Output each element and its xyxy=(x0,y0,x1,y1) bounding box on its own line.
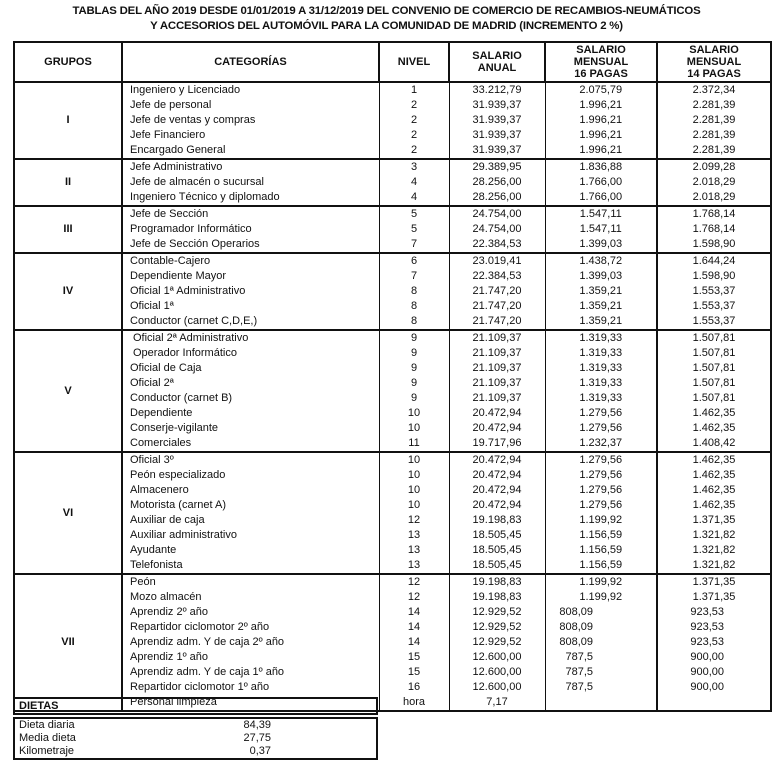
nivel-cell: 10 xyxy=(379,452,449,468)
salario-mensual-14-cell: 2.281,39 xyxy=(657,113,771,128)
salario-mensual-14-cell: 2.281,39 xyxy=(657,98,771,113)
salario-anual-cell: 31.939,37 xyxy=(449,98,545,113)
salario-anual-cell: 29.389,95 xyxy=(449,159,545,175)
table-row xyxy=(14,190,771,206)
nivel-cell: 9 xyxy=(379,376,449,391)
salario-mensual-14-cell: 2.099,28 xyxy=(657,159,771,175)
category-cell: Repartidor ciclomotor 1º año xyxy=(122,680,379,695)
nivel-cell: 5 xyxy=(379,206,449,222)
nivel-cell: 14 xyxy=(379,620,449,635)
salario-mensual-16-cell: 1.836,88 xyxy=(545,159,657,175)
table-row xyxy=(14,82,771,98)
category-cell: Mozo almacén xyxy=(122,590,379,605)
dietas-label: Media dieta xyxy=(19,732,76,744)
category-cell: Contable-Cajero xyxy=(122,253,379,269)
header-salario-anual-line1: SALARIO xyxy=(472,50,522,62)
nivel-cell: 12 xyxy=(379,513,449,528)
salario-mensual-14-cell: 1.321,82 xyxy=(657,558,771,574)
nivel-cell: 2 xyxy=(379,143,449,159)
table-row xyxy=(14,605,771,620)
table-row xyxy=(14,98,771,113)
salario-anual-cell: 22.384,53 xyxy=(449,237,545,253)
salario-mensual-14-cell: 1.507,81 xyxy=(657,330,771,346)
nivel-cell: 11 xyxy=(379,436,449,452)
table-row xyxy=(14,330,771,346)
category-cell: Conductor (carnet B) xyxy=(122,391,379,406)
nivel-cell: 9 xyxy=(379,391,449,406)
salario-mensual-14-cell: 1.371,35 xyxy=(657,574,771,590)
category-cell: Dependiente xyxy=(122,406,379,421)
salario-mensual-16-cell: 1.319,33 xyxy=(545,346,657,361)
document-title-line-1: TABLAS DEL AÑO 2019 DESDE 01/01/2019 A 31/12/2019 DEL CONVENIO DE COMERCIO DE RECAMBIOS-NEUMÁTICOS xyxy=(72,5,701,17)
salario-mensual-16-cell: 1.279,56 xyxy=(545,406,657,421)
salario-mensual-14-cell: 2.281,39 xyxy=(657,143,771,159)
salario-mensual-16-cell: 1.156,59 xyxy=(545,558,657,574)
category-cell: Ayudante xyxy=(122,543,379,558)
dietas-row xyxy=(15,745,376,758)
table-row xyxy=(14,222,771,237)
nivel-cell: 4 xyxy=(379,175,449,190)
nivel-cell: 12 xyxy=(379,590,449,605)
category-cell: Oficial 2ª Administrativo xyxy=(122,330,379,346)
salario-anual-cell: 20.472,94 xyxy=(449,421,545,436)
salario-anual-cell: 18.505,45 xyxy=(449,528,545,543)
salario-mensual-14-cell: 1.462,35 xyxy=(657,468,771,483)
category-cell: Jefe de ventas y compras xyxy=(122,113,379,128)
nivel-cell: 5 xyxy=(379,222,449,237)
salario-anual-cell: 20.472,94 xyxy=(449,406,545,421)
header-m16-line2: MENSUAL xyxy=(573,56,629,68)
salario-mensual-14-cell: 1.644,24 xyxy=(657,253,771,269)
category-cell: Aprendiz adm. Y de caja 2º año xyxy=(122,635,379,650)
salario-mensual-16-cell: 1.199,92 xyxy=(545,574,657,590)
header-m14-line2: MENSUAL xyxy=(686,56,742,68)
salario-mensual-14-cell: 1.553,37 xyxy=(657,299,771,314)
category-cell: Peón especializado xyxy=(122,468,379,483)
table-row xyxy=(14,143,771,159)
category-cell: Oficial 3º xyxy=(122,452,379,468)
salario-mensual-16-cell: 808,09 xyxy=(545,620,657,635)
salario-mensual-16-cell: 1.319,33 xyxy=(545,376,657,391)
salario-mensual-16-cell: 787,5 xyxy=(545,650,657,665)
salario-anual-cell: 21.747,20 xyxy=(449,284,545,299)
salario-anual-cell: 21.109,37 xyxy=(449,376,545,391)
nivel-cell: 8 xyxy=(379,299,449,314)
category-cell: Aprendiz 1º año xyxy=(122,650,379,665)
table-row xyxy=(14,574,771,590)
group-label: V xyxy=(14,330,122,452)
salario-anual-cell: 21.109,37 xyxy=(449,361,545,376)
nivel-cell: 10 xyxy=(379,421,449,436)
category-cell: Telefonista xyxy=(122,558,379,574)
salario-mensual-14-cell: 1.598,90 xyxy=(657,237,771,253)
table-row xyxy=(14,421,771,436)
salario-mensual-14-cell: 1.371,35 xyxy=(657,513,771,528)
category-cell: Ingeniero y Licenciado xyxy=(122,82,379,98)
header-m14-line1: SALARIO xyxy=(689,44,739,56)
salario-mensual-16-cell: 1.279,56 xyxy=(545,498,657,513)
salario-anual-cell: 7,17 xyxy=(449,695,545,711)
salario-mensual-16-cell: 1.156,59 xyxy=(545,543,657,558)
table-row xyxy=(14,406,771,421)
table-row xyxy=(14,680,771,695)
category-cell: Encargado General xyxy=(122,143,379,159)
category-cell: Peón xyxy=(122,574,379,590)
table-row xyxy=(14,113,771,128)
nivel-cell: 15 xyxy=(379,665,449,680)
header-grupos: GRUPOS xyxy=(14,42,122,82)
table-row xyxy=(14,620,771,635)
salario-anual-cell: 21.747,20 xyxy=(449,299,545,314)
salario-mensual-16-cell: 1.996,21 xyxy=(545,98,657,113)
category-cell: Jefe de Sección Operarios xyxy=(122,237,379,253)
dietas-title: DIETAS xyxy=(13,697,378,715)
category-cell: Personal limpieza xyxy=(122,695,379,711)
salario-anual-cell: 22.384,53 xyxy=(449,269,545,284)
header-salario-mensual-14 xyxy=(657,42,771,82)
salario-mensual-16-cell: 808,09 xyxy=(545,635,657,650)
nivel-cell: 9 xyxy=(379,346,449,361)
category-cell: Oficial de Caja xyxy=(122,361,379,376)
salario-mensual-14-cell: 1.462,35 xyxy=(657,498,771,513)
nivel-cell: 7 xyxy=(379,237,449,253)
salario-mensual-14-cell: 1.321,82 xyxy=(657,543,771,558)
salario-mensual-14-cell: 1.507,81 xyxy=(657,391,771,406)
salario-anual-cell: 24.754,00 xyxy=(449,206,545,222)
salario-mensual-14-cell: 1.462,35 xyxy=(657,421,771,436)
salario-mensual-16-cell: 787,5 xyxy=(545,665,657,680)
salario-anual-cell: 12.600,00 xyxy=(449,680,545,695)
nivel-cell: 13 xyxy=(379,543,449,558)
salario-anual-cell: 12.600,00 xyxy=(449,650,545,665)
group-label: I xyxy=(14,82,122,159)
table-row xyxy=(14,590,771,605)
salario-mensual-16-cell: 1.996,21 xyxy=(545,128,657,143)
salario-anual-cell: 21.747,20 xyxy=(449,314,545,330)
category-cell: Auxiliar de caja xyxy=(122,513,379,528)
salario-anual-cell: 20.472,94 xyxy=(449,452,545,468)
nivel-cell: 10 xyxy=(379,483,449,498)
nivel-cell: 2 xyxy=(379,128,449,143)
header-nivel: NIVEL xyxy=(379,42,449,82)
salario-mensual-16-cell: 1.766,00 xyxy=(545,190,657,206)
header-salario-anual-line2: ANUAL xyxy=(477,62,517,74)
table-row xyxy=(14,452,771,468)
dietas-row xyxy=(15,732,376,745)
nivel-cell: 7 xyxy=(379,269,449,284)
dietas-box xyxy=(13,697,378,760)
group-label: VI xyxy=(14,452,122,574)
table-row xyxy=(14,284,771,299)
nivel-cell: hora xyxy=(379,695,449,711)
salario-mensual-14-cell: 1.462,35 xyxy=(657,406,771,421)
salario-anual-cell: 21.109,37 xyxy=(449,391,545,406)
salario-anual-cell: 31.939,37 xyxy=(449,143,545,159)
salario-mensual-14-cell: 2.018,29 xyxy=(657,175,771,190)
salario-mensual-16-cell: 1.996,21 xyxy=(545,143,657,159)
nivel-cell: 4 xyxy=(379,190,449,206)
salario-mensual-16-cell: 1.359,21 xyxy=(545,284,657,299)
nivel-cell: 8 xyxy=(379,284,449,299)
salario-mensual-16-cell: 1.279,56 xyxy=(545,421,657,436)
salario-mensual-14-cell: 900,00 xyxy=(657,680,771,695)
table-row xyxy=(14,391,771,406)
nivel-cell: 1 xyxy=(379,82,449,98)
salario-mensual-14-cell: 2.018,29 xyxy=(657,190,771,206)
nivel-cell: 8 xyxy=(379,314,449,330)
table-row xyxy=(14,361,771,376)
salario-mensual-16-cell: 1.399,03 xyxy=(545,237,657,253)
salario-anual-cell: 21.109,37 xyxy=(449,330,545,346)
salario-anual-cell: 19.717,96 xyxy=(449,436,545,452)
salario-mensual-14-cell: 900,00 xyxy=(657,665,771,680)
salario-mensual-16-cell: 1.438,72 xyxy=(545,253,657,269)
nivel-cell: 13 xyxy=(379,528,449,543)
nivel-cell: 10 xyxy=(379,406,449,421)
category-cell: Programador Informático xyxy=(122,222,379,237)
category-cell: Aprendiz adm. Y de caja 1º año xyxy=(122,665,379,680)
table-row xyxy=(14,436,771,452)
nivel-cell: 14 xyxy=(379,605,449,620)
category-cell: Ingeniero Técnico y diplomado xyxy=(122,190,379,206)
salario-mensual-16-cell: 1.319,33 xyxy=(545,391,657,406)
salario-anual-cell: 23.019,41 xyxy=(449,253,545,269)
salario-mensual-14-cell: 1.598,90 xyxy=(657,269,771,284)
salario-anual-cell: 19.198,83 xyxy=(449,590,545,605)
salario-mensual-16-cell: 1.319,33 xyxy=(545,361,657,376)
category-cell: Conductor (carnet C,D,E,) xyxy=(122,314,379,330)
salario-mensual-16-cell: 2.075,79 xyxy=(545,82,657,98)
salario-anual-cell: 20.472,94 xyxy=(449,498,545,513)
dietas-label: Dieta diaria xyxy=(19,719,75,731)
salario-mensual-16-cell: 1.766,00 xyxy=(545,175,657,190)
group-label: IV xyxy=(14,253,122,330)
salario-mensual-14-cell: 2.372,34 xyxy=(657,82,771,98)
category-cell: Motorista (carnet A) xyxy=(122,498,379,513)
group-label: II xyxy=(14,159,122,206)
header-salario-mensual-16 xyxy=(545,42,657,82)
category-cell: Oficial 2ª xyxy=(122,376,379,391)
salario-anual-cell: 28.256,00 xyxy=(449,190,545,206)
document-title-line-2: Y ACCESORIOS DEL AUTOMÓVIL PARA LA COMUNIDAD DE MADRID (INCREMENTO 2 %) xyxy=(150,20,623,32)
category-cell: Comerciales xyxy=(122,436,379,452)
nivel-cell: 14 xyxy=(379,635,449,650)
table-row xyxy=(14,665,771,680)
salario-mensual-16-cell: 787,5 xyxy=(545,680,657,695)
salario-mensual-14-cell: 1.371,35 xyxy=(657,590,771,605)
category-cell: Dependiente Mayor xyxy=(122,269,379,284)
table-row xyxy=(14,346,771,361)
dietas-value: 0,37 xyxy=(249,745,271,757)
salario-mensual-16-cell: 1.279,56 xyxy=(545,452,657,468)
salario-mensual-16-cell: 1.232,37 xyxy=(545,436,657,452)
salario-mensual-16-cell: 1.199,92 xyxy=(545,513,657,528)
table-row xyxy=(14,483,771,498)
nivel-cell: 9 xyxy=(379,330,449,346)
salario-mensual-14-cell: 1.507,81 xyxy=(657,361,771,376)
nivel-cell: 12 xyxy=(379,574,449,590)
dietas-body xyxy=(13,717,378,760)
salario-anual-cell: 18.505,45 xyxy=(449,543,545,558)
nivel-cell: 10 xyxy=(379,498,449,513)
header-m16-line1: SALARIO xyxy=(576,44,626,56)
salario-mensual-14-cell: 1.408,42 xyxy=(657,436,771,452)
nivel-cell: 16 xyxy=(379,680,449,695)
nivel-cell: 2 xyxy=(379,113,449,128)
salario-mensual-14-cell: 923,53 xyxy=(657,620,771,635)
table-row xyxy=(14,468,771,483)
table-row xyxy=(14,253,771,269)
salario-mensual-14-cell: 1.768,14 xyxy=(657,222,771,237)
table-row xyxy=(14,558,771,574)
salario-anual-cell: 31.939,37 xyxy=(449,113,545,128)
category-cell: Jefe Financiero xyxy=(122,128,379,143)
table-row xyxy=(14,175,771,190)
table-header-row xyxy=(14,42,771,82)
salario-anual-cell: 21.109,37 xyxy=(449,346,545,361)
salario-anual-cell: 19.198,83 xyxy=(449,574,545,590)
header-salario-anual xyxy=(449,42,545,82)
nivel-cell: 2 xyxy=(379,98,449,113)
table-row xyxy=(14,376,771,391)
table-row xyxy=(14,314,771,330)
category-cell: Oficial 1ª xyxy=(122,299,379,314)
salario-anual-cell: 12.929,52 xyxy=(449,605,545,620)
dietas-label: Kilometraje xyxy=(19,745,75,757)
salario-mensual-14-cell: 1.553,37 xyxy=(657,314,771,330)
salario-mensual-14-cell: 1.321,82 xyxy=(657,528,771,543)
category-cell: Oficial 1ª Administrativo xyxy=(122,284,379,299)
table-row xyxy=(14,128,771,143)
group-label: III xyxy=(14,206,122,253)
salario-mensual-16-cell: 1.279,56 xyxy=(545,483,657,498)
category-cell: Conserje-vigilante xyxy=(122,421,379,436)
salario-mensual-14-cell: 923,53 xyxy=(657,605,771,620)
salario-mensual-14-cell: 900,00 xyxy=(657,650,771,665)
salario-mensual-14-cell: 923,53 xyxy=(657,635,771,650)
salario-anual-cell: 12.929,52 xyxy=(449,620,545,635)
salario-mensual-14-cell: 1.462,35 xyxy=(657,483,771,498)
salario-mensual-16-cell: 1.199,92 xyxy=(545,590,657,605)
category-cell: Jefe Administrativo xyxy=(122,159,379,175)
table-row xyxy=(14,299,771,314)
salario-anual-cell: 24.754,00 xyxy=(449,222,545,237)
salario-mensual-14-cell: 1.553,37 xyxy=(657,284,771,299)
salario-mensual-14-cell: 1.768,14 xyxy=(657,206,771,222)
dietas-row xyxy=(15,719,376,732)
salario-mensual-14-cell xyxy=(657,695,771,711)
salario-anual-cell: 12.600,00 xyxy=(449,665,545,680)
dietas-value: 84,39 xyxy=(243,719,271,731)
salario-mensual-16-cell: 1.547,11 xyxy=(545,206,657,222)
header-categorias: CATEGORÍAS xyxy=(122,42,379,82)
header-m16-line3: 16 PAGAS xyxy=(574,68,628,80)
salario-mensual-14-cell: 1.507,81 xyxy=(657,376,771,391)
dietas-value: 27,75 xyxy=(243,732,271,744)
salario-mensual-14-cell: 2.281,39 xyxy=(657,128,771,143)
table-row xyxy=(14,206,771,222)
category-cell: Operador Informático xyxy=(122,346,379,361)
salario-mensual-16-cell xyxy=(545,695,657,711)
nivel-cell: 6 xyxy=(379,253,449,269)
salario-mensual-14-cell: 1.462,35 xyxy=(657,452,771,468)
salario-mensual-16-cell: 1.156,59 xyxy=(545,528,657,543)
nivel-cell: 15 xyxy=(379,650,449,665)
salario-anual-cell: 31.939,37 xyxy=(449,128,545,143)
nivel-cell: 10 xyxy=(379,468,449,483)
nivel-cell: 3 xyxy=(379,159,449,175)
salario-mensual-16-cell: 1.359,21 xyxy=(545,314,657,330)
salario-mensual-16-cell: 1.399,03 xyxy=(545,269,657,284)
salario-anual-cell: 33.212,79 xyxy=(449,82,545,98)
header-m14-line3: 14 PAGAS xyxy=(687,68,741,80)
salario-mensual-16-cell: 1.996,21 xyxy=(545,113,657,128)
category-cell: Almacenero xyxy=(122,483,379,498)
category-cell: Auxiliar administrativo xyxy=(122,528,379,543)
salario-anual-cell: 20.472,94 xyxy=(449,468,545,483)
salary-table-grid xyxy=(13,41,772,712)
salario-anual-cell: 12.929,52 xyxy=(449,635,545,650)
salario-anual-cell: 28.256,00 xyxy=(449,175,545,190)
table-row xyxy=(14,650,771,665)
category-cell: Jefe de personal xyxy=(122,98,379,113)
nivel-cell: 13 xyxy=(379,558,449,574)
table-row xyxy=(14,513,771,528)
salary-table xyxy=(13,41,770,712)
salario-mensual-16-cell: 1.547,11 xyxy=(545,222,657,237)
table-row xyxy=(14,237,771,253)
table-row xyxy=(14,269,771,284)
nivel-cell: 9 xyxy=(379,361,449,376)
table-row xyxy=(14,635,771,650)
group-label: VII xyxy=(14,574,122,711)
table-row xyxy=(14,528,771,543)
category-cell: Jefe de Sección xyxy=(122,206,379,222)
salario-mensual-16-cell: 808,09 xyxy=(545,605,657,620)
salario-mensual-16-cell: 1.279,56 xyxy=(545,468,657,483)
salario-anual-cell: 19.198,83 xyxy=(449,513,545,528)
table-row xyxy=(14,159,771,175)
salario-mensual-14-cell: 1.507,81 xyxy=(657,346,771,361)
salario-mensual-16-cell: 1.359,21 xyxy=(545,299,657,314)
table-row xyxy=(14,498,771,513)
salario-mensual-16-cell: 1.319,33 xyxy=(545,330,657,346)
category-cell: Jefe de almacén o sucursal xyxy=(122,175,379,190)
salario-anual-cell: 18.505,45 xyxy=(449,558,545,574)
salario-anual-cell: 20.472,94 xyxy=(449,483,545,498)
category-cell: Aprendiz 2º año xyxy=(122,605,379,620)
table-row xyxy=(14,543,771,558)
category-cell: Repartidor ciclomotor 2º año xyxy=(122,620,379,635)
table-body xyxy=(14,82,771,711)
